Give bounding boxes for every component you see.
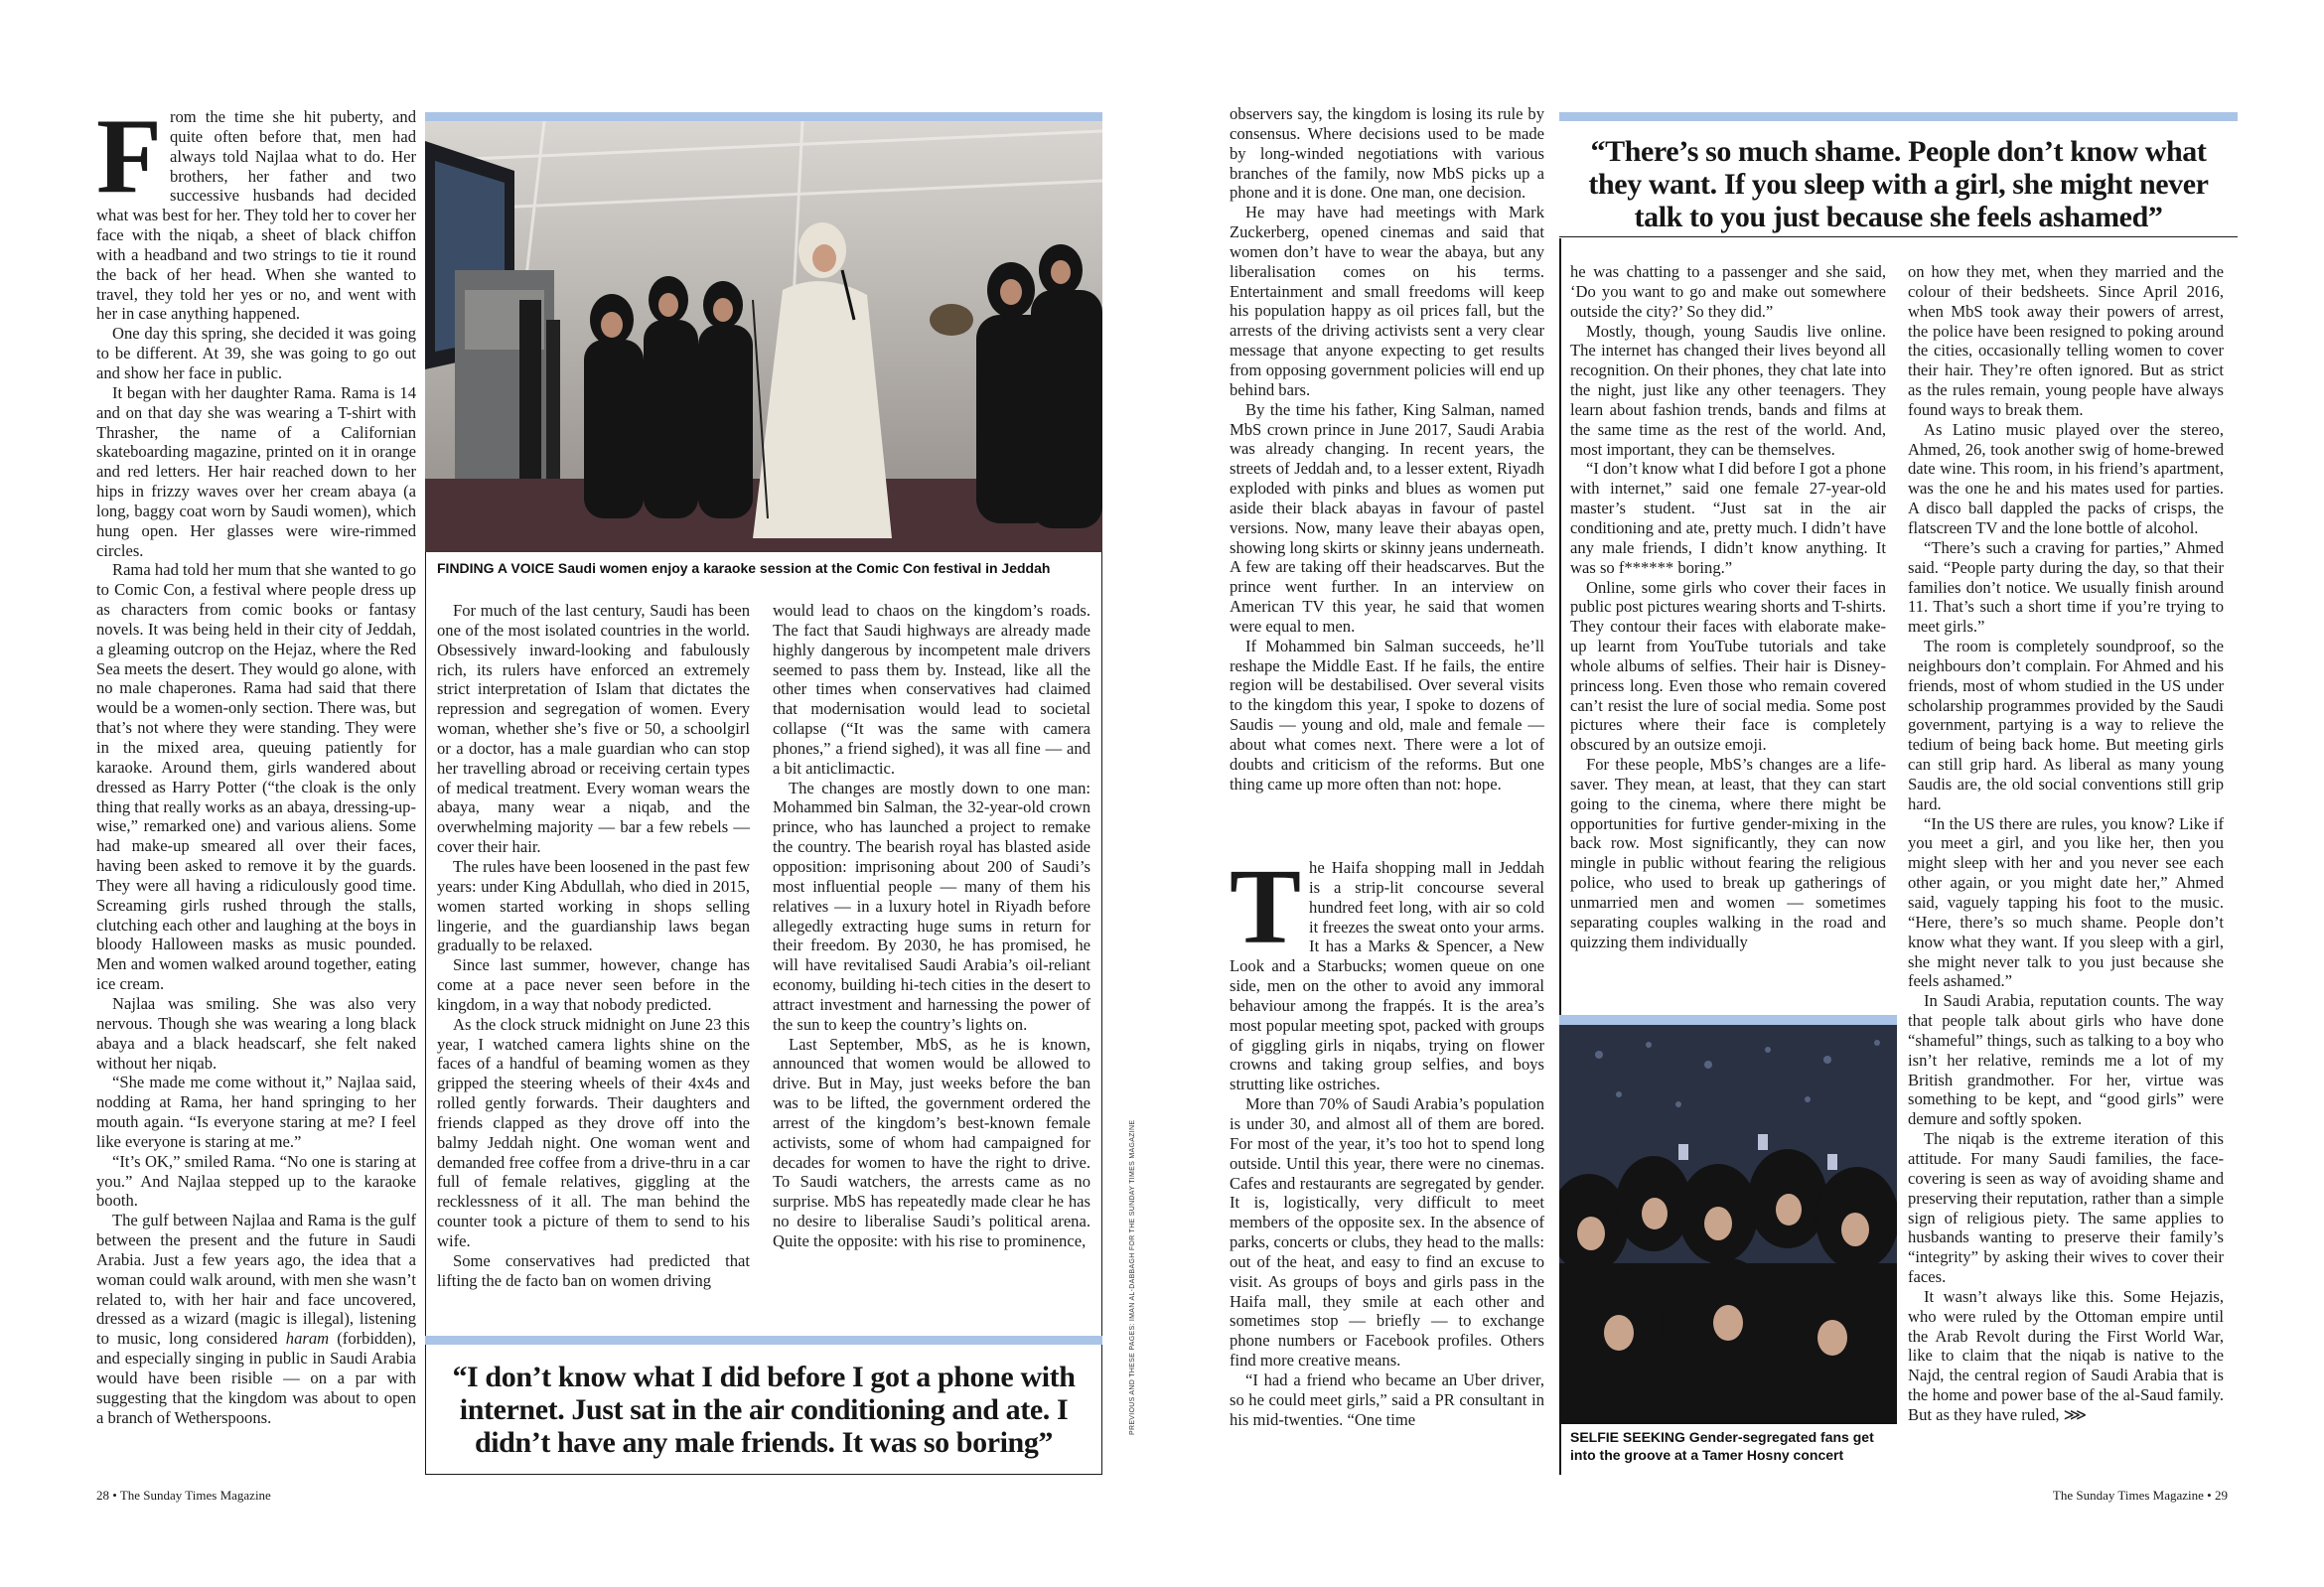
photo-credit: PREVIOUS AND THESE PAGES: IMAN AL-DABBAGH FOR THE SUNDAY TIMES MAGAZINE (1129, 1119, 1136, 1435)
paragraph-gulf: The gulf between Najlaa and Rama is the gulf between the present and the future in Saudi Arabia. Just a few years ago, the idea that a woman could walk around, with men she wasn’t related to, with her hair and face uncovered, dressed as a wizard (magic is illegal), listening to music, long considered haram (forbidden), and especially singing in public in Saudi Arabia would have been risible — on a par with suggesting that the kingdom was about to open a branch of Wetherspoons. (96, 1211, 416, 1427)
pull-quote-text: “There’s so much shame. People don’t know what they want. If you sleep with a girl, she might never talk to you just because she feels ashamed” (1588, 135, 2209, 233)
article-column-5 (1570, 262, 1886, 952)
article-column-3 (773, 601, 1090, 1251)
karaoke-photo (425, 121, 1102, 552)
photo-top-rule (425, 112, 1102, 121)
paragraph: Najlaa was smiling. She was also very nervous. Though she was wearing a long black abaya and a black headscarf, she felt naked without her niqab. (96, 993, 416, 1073)
paragraph: For much of the last century, Saudi has been one of the most isolated countries in the world. Obsessively inward-looking and fabulously rich, its rulers have enforced an extremely strict interpretation of Islam that dictates the repression and segregation of women. Every woman, whether she’s five or 50, a schoolgirl or a doctor, has a male guardian who can stop her travelling abroad or receiving certain types of medical treatment. Every woman wears the abaya, many wear a niqab, and the overwhelming majority — bar a few rebels — cover their hair. (437, 601, 750, 857)
article-column-1 (96, 97, 416, 1428)
paragraph: If Mohammed bin Salman succeeds, he’ll reshape the Middle East. If he fails, the entire region will be destabilised. Over several visits to the kingdom this year, I spoke to dozens of Saudis — young and old, male and female — about what comes next. There were a lot of doubts and criticism of the reforms. But one thing came up more often than not: hope. (1230, 636, 1544, 794)
paragraph: The rules have been loosened in the past few years: under King Abdullah, who died in 2015, women started working in shops selling lingerie, and the guardianship laws began gradually to be relaxed. (437, 856, 750, 955)
paragraph: He may have had meetings with Mark Zuckerberg, opened cinemas and said that women don’t have to wear the abaya, but any liberalisation comes on his terms. Entertainment and small freedoms will keep his population happy as oil prices fall, but the arrests of the driving activists sent a very clear message that anyone expecting to get results from opposing government policies will end up behind bars. (1230, 203, 1544, 399)
article-column-4-top (1230, 104, 1544, 794)
photo-top-rule-2 (1559, 1015, 1897, 1025)
italic-haram: haram (285, 1329, 330, 1349)
paragraph: “It’s OK,” smiled Rama. “No one is staring at you.” And Najlaa stepped up to the karaoke booth. (96, 1151, 416, 1211)
paragraph: Since last summer, however, change has come at a pace never seen before in the kingdom, in a way that nobody predicted. (437, 955, 750, 1014)
paragraph: “In the US there are rules, you know? Like if you meet a girl, and you like her, then you might sleep with her and you never see each other again, or you might date her,” Ahmed said, vaguely tapping his foot to the music. “Here, there’s so much shame. People don’t know what they want. If you sleep with a girl, she might never talk to you just because she feels ashamed.” (1908, 813, 2224, 991)
paragraph: he Haifa shopping mall in Jeddah is a strip-lit concourse several hundred feet long, with air so cold it freezes the sweat onto your arms. It has a Marks & Spencer, a New Look and a Starbucks; women queue on one side, men on the other to avoid any immoral behaviour among the frappés. It is the area’s most popular meeting spot, packed with groups of giggling girls in niqabs, trying on flower crowns and taking group selfies, and boys strutting like ostriches. (1230, 858, 1544, 1094)
paragraph: would lead to chaos on the kingdom’s roads. The fact that Saudi highways are already made highly dangerous by incompetent male drivers seemed to pass them by. Instead, like all the other times when conservatives had claimed that modernisation would lead to societal collapse (“It was the same with camera phones,” a friend sighed), it was all fine — and a bit anticlimactic. (773, 601, 1090, 778)
paragraph: Last September, MbS, as he is known, announced that women would be allowed to drive. But in May, just weeks before the ban was to be lifted, the government ordered the arrest of the kingdom’s best-known female activists, some of whom had campaigned for decades for women to have the right to drive. To Saudi watchers, the arrests came as no surprise. MbS has repeatedly made clear he has no desire to liberalise Saudi’s political arena. Quite the opposite: with his rise to prominence, (773, 1034, 1090, 1250)
paragraph: As Latino music played over the stereo, Ahmed, 26, took another swig of home-brewed date wine. This room, in his friend’s apartment, was the one he and his mates used for parties. A disco ball dappled the packs of crisps, the flatscreen TV and the lone bottle of alcohol. (1908, 419, 2224, 537)
concert-photo-illustration (1559, 1025, 1897, 1424)
paragraph: By the time his father, King Salman, named MbS crown prince in June 2017, Saudi Arabia was already changing. In recent years, the streets of Jeddah and, to a lesser extent, Riyadh exploded with pinks and blues as women put aside their black abayas in favour of pastel versions. Now, many leave their abayas open, showing long skirts or skinny jeans underneath. A few are taking off their headscarves. But the prince went further. In an interview on American TV this year, he said that women were equal to men. (1230, 399, 1544, 636)
paragraph: The niqab is the extreme iteration of this attitude. For many Saudi families, the face-covering is seen as way of avoiding shame and preserving their reputation, rather than a simple sign of religious piety. The same applies to husbands wanting to preserve their family’s “integrity” by asking their wives to cover their faces. (1908, 1129, 2224, 1287)
drop-cap-t: T (1230, 848, 1302, 966)
paragraph: on how they met, when they married and the colour of their bedsheets. Since April 2016, when MbS took away their powers of arrest, the police have been resigned to poking around the cities, occasionally telling women to cover their hair. They’re often ignored. But as strict as the rules remain, young people have always found ways to break them. (1908, 262, 2224, 419)
photo-caption-karaoke: FINDING A VOICE Saudi women enjoy a karaoke session at the Comic Con festival in Jeddah (437, 560, 1051, 576)
pull-quote-text: “I don’t know what I did before I got a phone with internet. Just sat in the air conditioning and ate. I didn’t have any male friends. It was so boring” (452, 1361, 1076, 1459)
pull-quote-right (1559, 112, 2238, 237)
paragraph: The room is completely soundproof, so the neighbours don’t complain. For Ahmed and his friends, most of whom studied in the US under scholarship programmes provided by the Saudi government, partying is a way to relieve the tedium of being back home. But meeting girls can still grip hard. As liberal as many young Saudis are, the old social conventions still grip hard. (1908, 637, 2224, 813)
paragraph: Some conservatives had predicted that lifting the de facto ban on women driving (437, 1250, 750, 1290)
concert-photo (1559, 1025, 1897, 1424)
paragraph: “I had a friend who became an Uber driver, so he could meet girls,” said a PR consultant in his mid-twenties. “One time (1230, 1370, 1544, 1429)
paragraph: In Saudi Arabia, reputation counts. The way that people talk about girls who have done “shameful” things, such as talking to a boy who isn’t her relative, reminds me a lot of my British grandmother. For her, virtue was something to be kept, and “good girls” were demure and softly spoken. (1908, 991, 2224, 1129)
article-column-6 (1908, 262, 2224, 1425)
page-folio-right: The Sunday Times Magazine • 29 (2052, 1488, 2228, 1503)
article-column-2 (437, 601, 750, 1291)
pull-quote-left (425, 1336, 1102, 1475)
paragraph: “She made me come without it,” Najlaa said, nodding at Rama, her hand springing to her mouth again. “Is everyone staring at me? I feel like everyone is staring at me.” (96, 1073, 416, 1151)
article-column-4-bottom (1230, 848, 1544, 1429)
photo-caption-concert: SELFIE SEEKING Gender-segregated fans get into the groove at a Tamer Hosny concert (1570, 1429, 1874, 1463)
paragraph: As the clock struck midnight on June 23 this year, I watched camera lights shine on the faces of a handful of beaming women as they gripped the steering wheels of their 4x4s and rolled gently forwards. Their daughters and friends clapped as they drove off into the balmy Jeddah night. One woman went and demanded free coffee from a drive-thru in a car full of female relatives, giggling at the recklessness of it all. The man behind the counter took a picture of them to send to his wife. (437, 1014, 750, 1250)
paragraph: observers say, the kingdom is losing its rule by consensus. Where decisions used to be made by long-winded negotiations with various branches of the family, now MbS picks up a phone and it is done. One man, one decision. (1230, 104, 1544, 203)
paragraph: Online, some girls who cover their faces in public post pictures wearing shorts and T-shirts. They contour their faces with elaborate make-up learnt from YouTube tutorials and take whole albums of selfies. Their hair is Disney-princess long. Even those who remain covered can’t resist the lure of social media. Some post pictures where their face is completely obscured by an outsize emoji. (1570, 577, 1886, 755)
paragraph: It wasn’t always like this. Some Hejazis, who were ruled by the Ottoman empire until the Arab Revolt during the First World War, like to claim that the niqab is native to the Najd, the central region of Saudi Arabia that is the home and power base of the al-Saud family. But as they have ruled, ⋙ (1908, 1286, 2224, 1424)
paragraph: More than 70% of Saudi Arabia’s population is under 30, and almost all of them are bored. For most of the year, it’s too hot to spend long outside. Until this year, there were no cinemas. Cafes and restaurants are segregated by gender. It is, logistically, very difficult to meet members of the opposite sex. In the absence of parks, concerts or clubs, they head to the malls: out of the heat, and easy to find an excuse to visit. As groups of boys and girls pass in the Haifa mall, they smile at each other and sometimes stop — briefly — to exchange phone numbers or Facebook profiles. Others find more creative means. (1230, 1094, 1544, 1371)
paragraph: The changes are mostly down to one man: Mohammed bin Salman, the 32-year-old crown prince, who has launched a project to remake the country. The bearish royal has blasted aside opposition: imprisoning about 200 of Saudi’s most influential people — many of them his relatives — in a luxury hotel in Riyadh before allegedly extracting huge sums in return for their freedom. By 2030, he has promised, he will have revitalised Saudi Arabia’s oil-reliant economy, building hi-tech cities in the desert to attract investment and harnessing the power of the sun to keep the country’s lights on. (773, 778, 1090, 1034)
paragraph: It began with her daughter Rama. Rama is 14 and on that day she was wearing a T-shirt with Thrasher, the name of a Californian skateboarding magazine, printed on it in orange and red letters. Her hair reached down to her hips in frizzy waves over her cream abaya (a long, baggy coat worn by Saudi women), which hung open. Her glasses were wire-rimmed circles. (96, 382, 416, 560)
paragraph: One day this spring, she decided it was going to be different. At 39, she was going to go out and show her face in public. (96, 324, 416, 382)
karaoke-photo-illustration (425, 121, 1102, 552)
paragraph: he was chatting to a passenger and she said, ‘Do you want to go and make out somewhere outside the city?’ So they did.” (1570, 262, 1886, 321)
drop-cap-f: F (96, 97, 162, 216)
paragraph: “I don’t know what I did before I got a phone with internet,” said one female 27-year-old master’s student. “Just sat in the air conditioning and ate, pretty much. I didn’t have any male friends, I didn’t know anything. It was so f****** boring.” (1570, 459, 1886, 577)
paragraph: Rama had told her mum that she wanted to go to Comic Con, a festival where people dress up as characters from comic books or fantasy novels. It was being held in their city of Jeddah, a gleaming outcrop on the Hejaz, where the Red Sea meets the desert. They would go alone, with no male chaperones. Rama had said that there would be a women-only section. There was, but that’s not where they were standing. They were in the mixed area, queuing patiently for karaoke. Around them, girls wandered about dressed as Harry Potter (“the cloak is the only thing that really works as an abaya, dressing-up-wise,” remarked one) and various aliens. Some had make-up smeared all over their faces, having been asked to remove it by the guards. They were all having a ridiculously good time. Screaming girls rushed through the stalls, clutching each other and laughing at the boys in bloody Halloween masks as music pounded. Men and women walked around together, eating ice cream. (96, 560, 416, 994)
paragraph: rom the time she hit puberty, and quite often before that, men had always told Najlaa what to do. Her brothers, her father and two successive husbands had decided what was best for her. They told her to cover her face with the niqab, a sheet of black chiffon with a headband and two strings to tie it round the back of her head. When she wanted to travel, they told her yes or no, and went with her in case anything happened. (96, 107, 416, 324)
paragraph: “There’s such a craving for parties,” Ahmed said. “People party during the day, so that their families don’t notice. We usually finish around 11. That’s such a short time if you’re trying to meet girls.” (1908, 537, 2224, 637)
page-folio-left: 28 • The Sunday Times Magazine (96, 1488, 271, 1503)
paragraph: Mostly, though, young Saudis live online. The internet has changed their lives beyond all recognition. On their phones, they chat late into the night, just like any other teenagers. They learn about fashion trends, bands and films at the same time as the rest of the world. And, most important, they can be themselves. (1570, 321, 1886, 459)
paragraph: For these people, MbS’s changes are a life-saver. They mean, at least, that they can start going to the cinema, where there might be opportunities for furtive gender-mixing in the back row. Most significantly, they can now mingle in public without fearing the religious police, who used to break up gatherings of unmarried men and women — sometimes separating couples walking in the road and quizzing them individually (1570, 755, 1886, 951)
